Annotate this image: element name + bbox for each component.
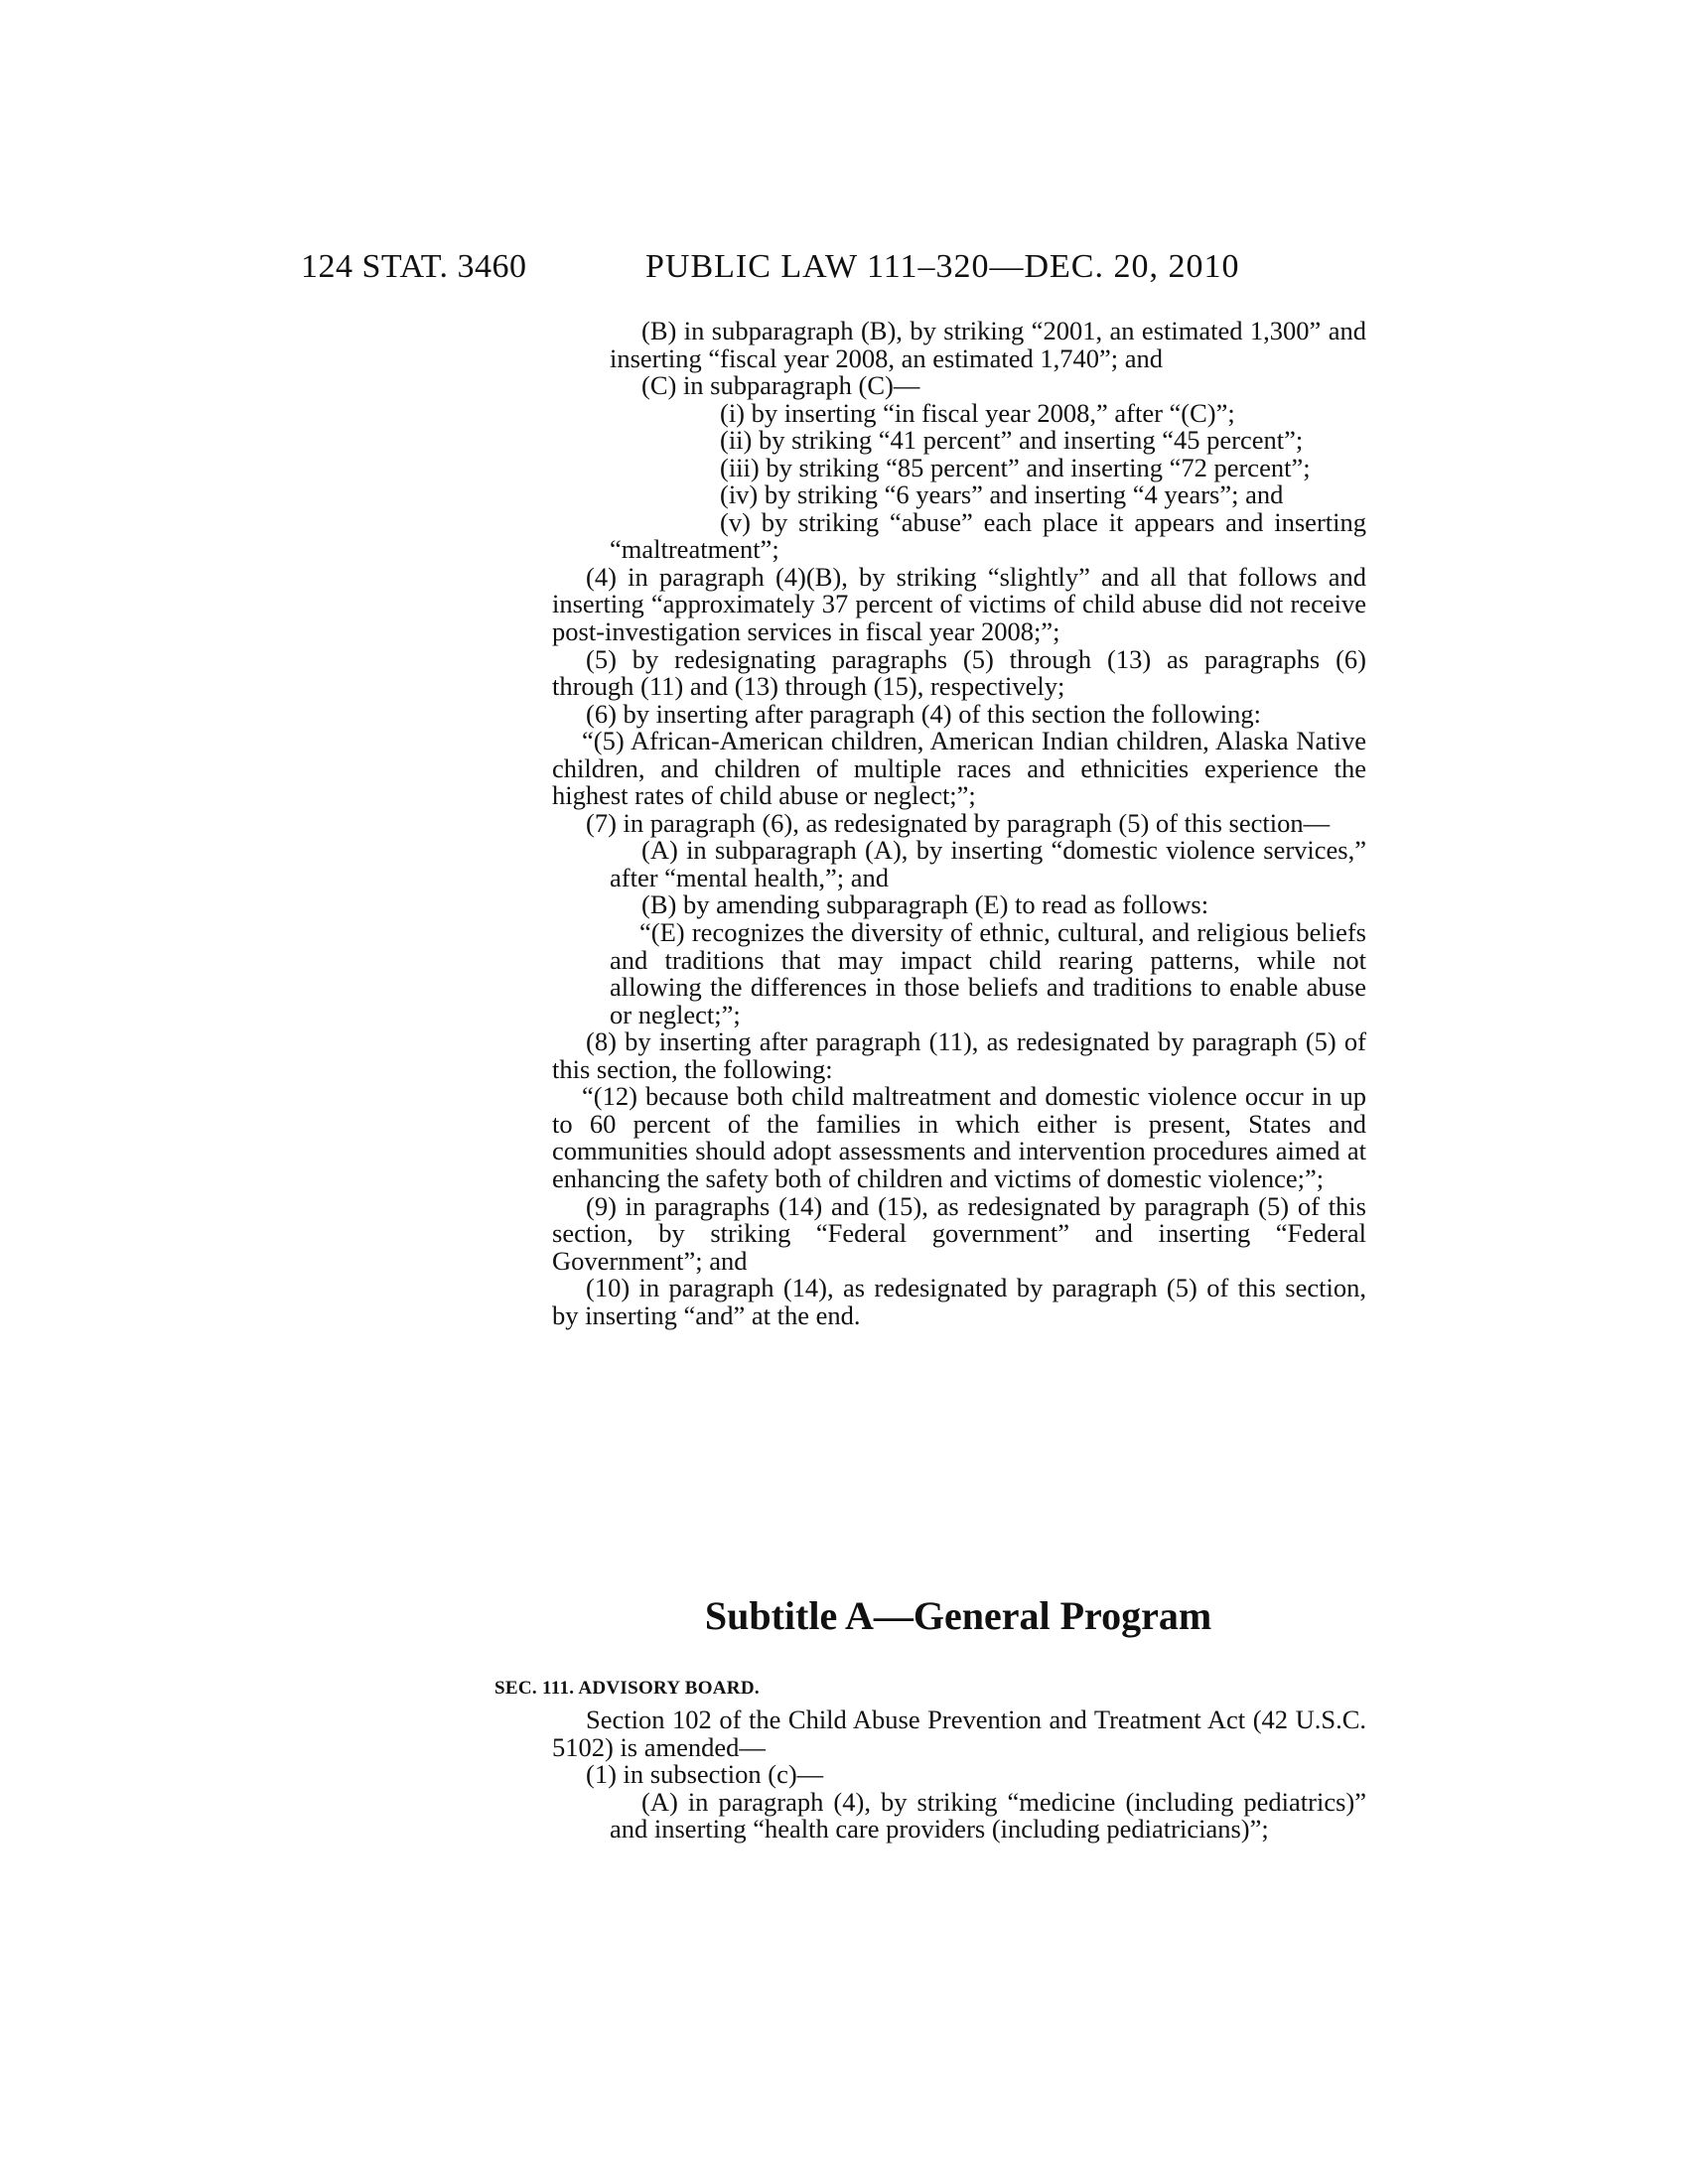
paragraph-7: (7) in paragraph (6), as redesignated by paragraph (5) of this section— <box>586 807 1331 838</box>
paragraph-4: (4) in paragraph (4)(B), by striking “slightly” and all that follows and inserting “approximately 37 percent of victims of child abuse did not receive post-investigation services in fiscal year 2008;”; <box>552 561 1366 647</box>
subtitle-heading: Subtitle A—General Program <box>704 1593 1212 1638</box>
paragraph-6: (6) by inserting after paragraph (4) of this section the following: <box>586 698 1261 729</box>
section-clause-a: (A) in paragraph (4), by striking “medicine (including pediatrics)” and inserting “health care providers (including pediatricians)”; <box>610 1786 1366 1844</box>
clause-7-b: (B) by amending subparagraph (E) to read as follows: <box>641 889 1209 920</box>
section-paragraph-1: (1) in subsection (c)— <box>586 1759 824 1790</box>
clause-c-v: (v) by striking “abuse” each place it appears and inserting “maltreatment”; <box>610 506 1366 565</box>
quoted-paragraph-12: “(12) because both child maltreatment and domestic violence occur in up to 60 percent of the families in which either is present, States and communities should adopt assessments and intervention procedures aimed at enhancing the safety both of children and victims of domestic violence;”; <box>552 1081 1366 1193</box>
section-text <box>552 1706 1366 1843</box>
public-law-reference: PUBLIC LAW 111–320—DEC. 20, 2010 <box>645 248 1240 285</box>
paragraph-10: (10) in paragraph (14), as redesignated by paragraph (5) of this section, by inserting “and” at the end. <box>552 1273 1366 1330</box>
clause-c: (C) in subparagraph (C)— <box>641 370 920 401</box>
paragraph-8: (8) by inserting after paragraph (11), as redesignated by paragraph (5) of this section, the following: <box>552 1026 1366 1084</box>
statute-page-reference: 124 STAT. 3460 <box>301 248 527 285</box>
clause-c-ii: (ii) by striking “41 percent” and inserting “45 percent”; <box>720 425 1304 456</box>
clause-c-iv: (iv) by striking “6 years” and inserting “4 years”; and <box>720 479 1284 510</box>
paragraph-9: (9) in paragraphs (14) and (15), as redesignated by paragraph (5) of this section, by striking “Federal government” and inserting “Federal Government”; and <box>552 1190 1366 1276</box>
quoted-paragraph-5: “(5) African-American children, American Indian children, Alaska Native children, and children of multiple races and ethnicities experience the highest rates of child abuse or neglect;”; <box>552 726 1366 811</box>
clause-c-i: (i) by inserting “in fiscal year 2008,” after “(C)”; <box>720 397 1235 428</box>
section-intro: Section 102 of the Child Abuse Prevention and Treatment Act (42 U.S.C. 5102) is amended— <box>552 1705 1366 1762</box>
clause-7-a: (A) in subparagraph (A), by inserting “domestic violence services,” after “mental health,”; and <box>610 835 1366 892</box>
running-header <box>0 243 1688 293</box>
quoted-subparagraph-e: “(E) recognizes the diversity of ethnic, cultural, and religious beliefs and traditions that may impact child rearing patterns, while not allowing the differences in those beliefs and traditions to enable abuse or neglect;”; <box>610 917 1366 1029</box>
amendment-text <box>552 318 1366 1329</box>
clause-b: (B) in subparagraph (B), by striking “2001, an estimated 1,300” and inserting “fiscal year 2008, an estimated 1,740”; and <box>610 316 1366 373</box>
paragraph-5: (5) by redesignating paragraphs (5) through (13) as paragraphs (6) through (11) and (13) through (15), respectively; <box>552 643 1366 702</box>
clause-c-iii: (iii) by striking “85 percent” and inserting “72 percent”; <box>720 452 1311 482</box>
section-heading: SEC. 111. ADVISORY BOARD. <box>494 1678 760 1699</box>
